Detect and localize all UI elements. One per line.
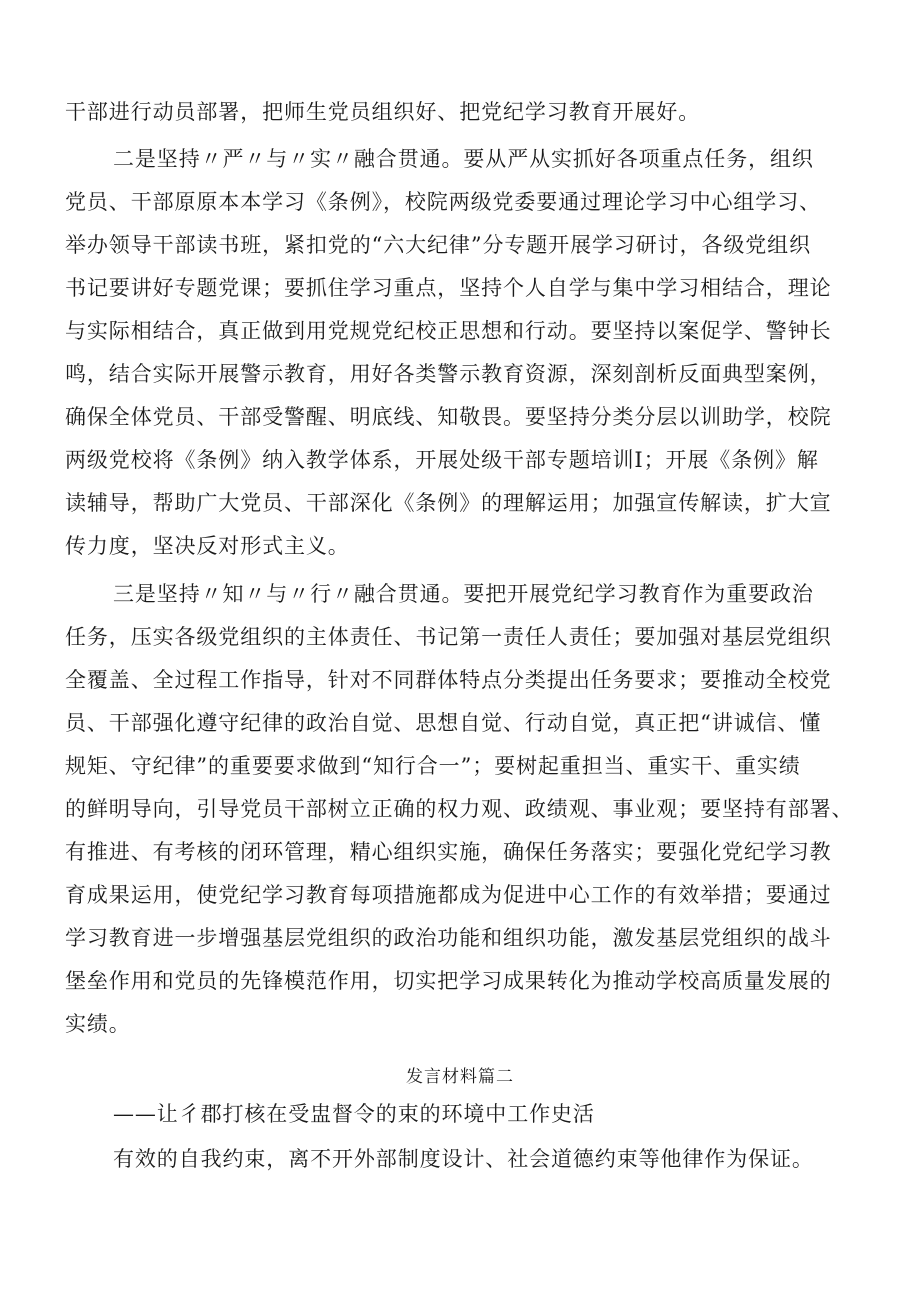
paragraph-line: 读辅导，帮助广大党员、干部深化《条例》的理解运用；加强宣传解读，扩大宣 [65, 491, 832, 515]
paragraph-line: 有效的自我约束，离不开外部制度设计、社会道德约束等他律作为保证。 [113, 1147, 814, 1171]
paragraph-line: 学习教育进一步增强基层党组织的政治功能和组织功能，激发基层党组织的战斗 [65, 926, 832, 950]
paragraph-line: 员、干部强化遵守纪律的政治自觉、思想自觉、行动自觉，真正把“讲诚信、懂 [65, 711, 822, 735]
paragraph-line: 两级党校将《条例》纳入教学体系，开展处级干部专题培训I；开展《条例》解 [65, 448, 819, 472]
paragraph-line: 干部进行动员部署，把师生党员组织好、把党纪学习教育开展好。 [65, 100, 701, 124]
paragraph-line: 实绩。 [65, 1012, 131, 1036]
paragraph-line: 确保全体党员、干部受警醒、明底线、知敬畏。要坚持分类分层以训助学，校院 [65, 405, 832, 429]
paragraph-line: 有推进、有考核的闭环管理，精心组织实施，确保任务落实；要强化党纪学习教 [65, 840, 832, 864]
paragraph-line: 育成果运用，使党纪学习教育每项措施都成为促进中心工作的有效举措；要通过 [65, 883, 832, 907]
paragraph-line: 任务，压实各级党组织的主体责任、书记第一责任人责任；要加强对基层党组织 [65, 625, 832, 649]
paragraph-line: 二是坚持〃严〃与〃实〃融合贯通。要从严从实抓好各项重点任务，组织 [113, 147, 814, 171]
paragraph-line: 堡垒作用和党员的先锋模范作用，切实把学习成果转化为推动学校高质量发展的 [65, 969, 832, 993]
paragraph-line: 党员、干部原原本本学习《条例》，校院两级党委要通过理论学习中心组学习、 [65, 190, 821, 214]
paragraph-line: 举办领导干部读书班，紧扣党的“六大纪律”分专题开展学习研讨，各级党组织 [65, 233, 811, 257]
paragraph-line: 书记要讲好专题党课；要抓住学习重点，坚持个人自学与集中学习相结合，理论 [65, 276, 832, 300]
paragraph-line: 规矩、守纪律”的重要要求做到“知行合一”；要树起重担当、重实干、重实绩 [65, 754, 801, 778]
section-subtitle: ——让彳郡打核在受盅督令的束的环境中工作史活 [113, 1102, 595, 1126]
paragraph-line: 与实际相结合，真正做到用党规党纪校正思想和行动。要坚持以案促学、警钟长 [65, 319, 832, 343]
section-heading: 发言材料篇二 [406, 1067, 514, 1087]
paragraph-line: 全覆盖、全过程工作指导，针对不同群体特点分类提出任务要求；要推动全校党 [65, 668, 832, 692]
paragraph-line: 的鲜明导向，引导党员干部树立正确的权力观、政绩观、事业观；要坚持有部署、 [65, 797, 854, 821]
paragraph-line: 鸣，结合实际开展警示教育，用好各类警示教育资源，深刻剖析反面典型案例， [65, 362, 832, 386]
paragraph-line: 三是坚持〃知〃与〃行〃融合贯通。要把开展党纪学习教育作为重要政治 [113, 582, 814, 606]
paragraph-line: 传力度，坚决反对形式主义。 [65, 534, 350, 558]
